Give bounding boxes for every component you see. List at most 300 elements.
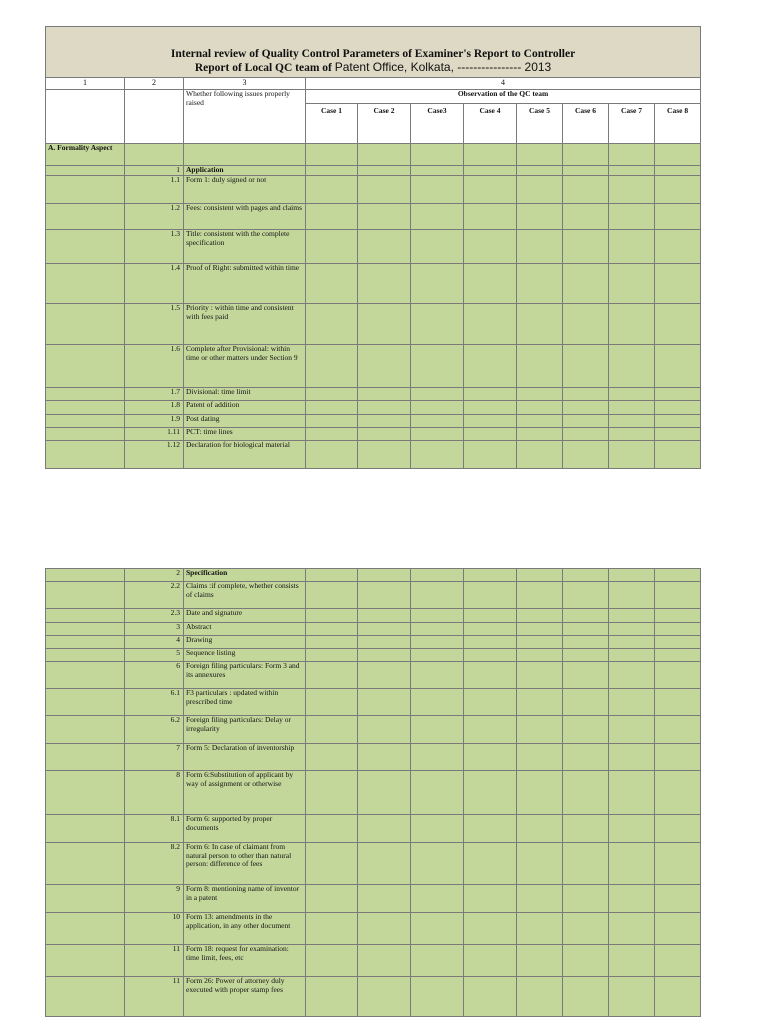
case-7-cell[interactable] — [609, 636, 655, 649]
specification-row — [46, 609, 701, 623]
row-blank — [46, 204, 125, 230]
case-5-cell[interactable] — [517, 977, 563, 1017]
item-description: Declaration for biological material — [184, 441, 306, 469]
case-2-cell[interactable] — [358, 771, 411, 815]
case-5-cell[interactable] — [517, 264, 563, 304]
case-6-cell[interactable] — [563, 166, 609, 176]
formality-row — [46, 428, 701, 441]
case-4-cell[interactable] — [464, 662, 517, 689]
case-1-cell[interactable] — [306, 716, 358, 744]
case-5-cell[interactable] — [517, 388, 563, 401]
case-8-cell[interactable] — [655, 716, 701, 744]
case-5-cell[interactable] — [517, 345, 563, 388]
case-8-cell[interactable] — [655, 304, 701, 345]
item-description: Specification — [184, 569, 306, 582]
case-1-cell[interactable] — [306, 744, 358, 771]
specification-row — [46, 977, 701, 1017]
case-5-cell[interactable] — [517, 636, 563, 649]
item-number: 1.6 — [125, 345, 184, 388]
case-4-cell[interactable] — [464, 415, 517, 428]
case-3-cell[interactable] — [411, 689, 464, 716]
case-1-cell[interactable] — [306, 388, 358, 401]
case-6-cell[interactable] — [563, 636, 609, 649]
case-7-cell[interactable] — [609, 771, 655, 815]
case-4-cell[interactable] — [464, 716, 517, 744]
case-4-cell[interactable] — [464, 623, 517, 636]
case-8-cell[interactable] — [655, 623, 701, 636]
case-1-cell[interactable] — [306, 304, 358, 345]
specification-row — [46, 744, 701, 771]
row-blank — [46, 569, 125, 582]
case-5-cell[interactable] — [517, 885, 563, 913]
case-4-cell[interactable] — [464, 428, 517, 441]
item-description: Fees: consistent with pages and claims — [184, 204, 306, 230]
row-blank — [46, 636, 125, 649]
case-3-cell[interactable] — [411, 744, 464, 771]
col-number-1: 1 — [46, 78, 125, 90]
case-5-cell[interactable] — [517, 401, 563, 415]
specification-row — [46, 662, 701, 689]
case-header-1: Case 1 — [306, 104, 358, 144]
case-5-cell[interactable] — [517, 441, 563, 469]
case-4-cell[interactable] — [464, 843, 517, 885]
case-1-cell[interactable] — [306, 649, 358, 662]
case-1-cell[interactable] — [306, 176, 358, 204]
case-2-cell[interactable] — [358, 388, 411, 401]
header-blank-2 — [125, 90, 184, 144]
case-7-cell[interactable] — [609, 204, 655, 230]
case-8-cell[interactable] — [655, 636, 701, 649]
report-title-line2: Report of Local QC team of Patent Office, Kolkata, ---------------- 2013 — [194, 60, 552, 74]
case-8-cell[interactable] — [655, 388, 701, 401]
case-5-cell[interactable] — [517, 569, 563, 582]
specification-row — [46, 689, 701, 716]
row-blank — [46, 609, 125, 623]
specification-row — [46, 771, 701, 815]
case-8-cell[interactable] — [655, 401, 701, 415]
case-1-cell[interactable] — [306, 977, 358, 1017]
row-blank — [46, 716, 125, 744]
case-5-cell[interactable] — [517, 428, 563, 441]
case-1-cell[interactable] — [306, 230, 358, 264]
case-7-cell[interactable] — [609, 264, 655, 304]
formality-row — [46, 176, 701, 204]
case-8-cell[interactable] — [655, 689, 701, 716]
item-number: 1.11 — [125, 428, 184, 441]
case-3-cell[interactable] — [411, 388, 464, 401]
case-7-cell[interactable] — [609, 609, 655, 623]
formality-row — [46, 441, 701, 469]
case-1-cell[interactable] — [306, 623, 358, 636]
item-description: Application — [184, 166, 306, 176]
case-1-cell[interactable] — [306, 771, 358, 815]
case-3-cell[interactable] — [411, 304, 464, 345]
item-number: 1.4 — [125, 264, 184, 304]
item-description: F3 particulars : updated within prescribed time — [184, 689, 306, 716]
case-3-cell[interactable] — [411, 415, 464, 428]
case-2-cell[interactable] — [358, 401, 411, 415]
case-5-cell[interactable] — [517, 913, 563, 945]
case-1-cell[interactable] — [306, 428, 358, 441]
case-2-cell[interactable] — [358, 264, 411, 304]
col-number-4: 4 — [306, 78, 701, 90]
case-1-cell[interactable] — [306, 662, 358, 689]
case-7-cell[interactable] — [609, 649, 655, 662]
case-7-cell[interactable] — [609, 843, 655, 885]
case-3-cell[interactable] — [411, 204, 464, 230]
item-number: 6.1 — [125, 689, 184, 716]
case-header-7: Case 7 — [609, 104, 655, 144]
item-description: Title: consistent with the complete specification — [184, 230, 306, 264]
case-2-cell[interactable] — [358, 428, 411, 441]
case-8-cell[interactable] — [655, 771, 701, 815]
case-6-cell[interactable] — [563, 204, 609, 230]
case-8-cell[interactable] — [655, 264, 701, 304]
case-2-cell[interactable] — [358, 166, 411, 176]
case-2-cell[interactable] — [358, 945, 411, 977]
case-4-cell[interactable] — [464, 885, 517, 913]
row-blank — [46, 623, 125, 636]
case-4-cell[interactable] — [464, 166, 517, 176]
case-3-cell[interactable] — [411, 428, 464, 441]
case-2-cell[interactable] — [358, 689, 411, 716]
case-2-cell[interactable] — [358, 569, 411, 582]
case-6-cell[interactable] — [563, 582, 609, 609]
case-1-cell[interactable] — [306, 843, 358, 885]
case-4-cell[interactable] — [464, 689, 517, 716]
case-3-cell[interactable] — [411, 771, 464, 815]
case-3-cell[interactable] — [411, 945, 464, 977]
case-4-cell[interactable] — [464, 304, 517, 345]
case-6-cell[interactable] — [563, 428, 609, 441]
case-1-cell[interactable] — [306, 815, 358, 843]
case-6-cell[interactable] — [563, 623, 609, 636]
item-number: 9 — [125, 885, 184, 913]
case-7-cell[interactable] — [609, 945, 655, 977]
case-7-cell[interactable] — [609, 401, 655, 415]
case-5-cell[interactable] — [517, 815, 563, 843]
case-6-cell[interactable] — [563, 771, 609, 815]
case-2-cell[interactable] — [358, 843, 411, 885]
case-6-cell[interactable] — [563, 662, 609, 689]
case-2-cell[interactable] — [358, 582, 411, 609]
case-3-cell[interactable] — [411, 716, 464, 744]
case-4-cell[interactable] — [464, 977, 517, 1017]
case-7-cell[interactable] — [609, 885, 655, 913]
item-description: Foreign filing particulars: Form 3 and its annexures — [184, 662, 306, 689]
case-6-cell[interactable] — [563, 264, 609, 304]
row-blank — [46, 815, 125, 843]
case-1-cell[interactable] — [306, 582, 358, 609]
item-number: 2 — [125, 569, 184, 582]
item-description: Form 1: duly signed or not — [184, 176, 306, 204]
case-5-cell[interactable] — [517, 230, 563, 264]
case-1-cell[interactable] — [306, 264, 358, 304]
case-7-cell[interactable] — [609, 815, 655, 843]
case-4-cell[interactable] — [464, 204, 517, 230]
case-8-cell[interactable] — [655, 609, 701, 623]
case-5-cell[interactable] — [517, 843, 563, 885]
row-blank — [46, 441, 125, 469]
row-blank — [46, 977, 125, 1017]
item-description: Form 18: request for examination: time limit, fees, etc — [184, 945, 306, 977]
case-4-cell[interactable] — [464, 771, 517, 815]
case-1-cell[interactable] — [306, 166, 358, 176]
row-blank — [46, 345, 125, 388]
case-2-cell[interactable] — [358, 441, 411, 469]
item-number: 1.1 — [125, 176, 184, 204]
case-1-cell[interactable] — [306, 945, 358, 977]
case-1-cell[interactable] — [306, 204, 358, 230]
case-4-cell[interactable] — [464, 945, 517, 977]
case-5-cell[interactable] — [517, 176, 563, 204]
case-3-cell[interactable] — [411, 649, 464, 662]
item-number: 8.1 — [125, 815, 184, 843]
case-8-cell[interactable] — [655, 885, 701, 913]
case-5-cell[interactable] — [517, 662, 563, 689]
case-2-cell[interactable] — [358, 304, 411, 345]
case-2-cell[interactable] — [358, 977, 411, 1017]
case-8-cell[interactable] — [655, 176, 701, 204]
case-6-cell[interactable] — [563, 815, 609, 843]
row-blank — [46, 913, 125, 945]
item-description: Form 13: amendments in the application, in any other document — [184, 913, 306, 945]
case-6-cell[interactable] — [563, 716, 609, 744]
case-7-cell[interactable] — [609, 569, 655, 582]
case-6-cell[interactable] — [563, 441, 609, 469]
case-4-cell[interactable] — [464, 569, 517, 582]
item-number: 1.8 — [125, 401, 184, 415]
case-6-cell[interactable] — [563, 388, 609, 401]
case-8-cell[interactable] — [655, 415, 701, 428]
case-1-cell[interactable] — [306, 345, 358, 388]
case-4-cell[interactable] — [464, 388, 517, 401]
item-number: 5 — [125, 649, 184, 662]
qc-table-formality — [45, 26, 701, 469]
item-description: Form 26: Power of attorney duly executed with proper stamp fees — [184, 977, 306, 1017]
item-number: 11 — [125, 977, 184, 1017]
case-8-cell[interactable] — [655, 204, 701, 230]
case-5-cell[interactable] — [517, 415, 563, 428]
case-8-cell[interactable] — [655, 662, 701, 689]
case-2-cell[interactable] — [358, 744, 411, 771]
case-3-cell[interactable] — [411, 815, 464, 843]
case-2-cell[interactable] — [358, 176, 411, 204]
case-3-cell[interactable] — [411, 345, 464, 388]
case-4-cell[interactable] — [464, 636, 517, 649]
case-7-cell[interactable] — [609, 304, 655, 345]
case-7-cell[interactable] — [609, 441, 655, 469]
case-3-cell[interactable] — [411, 623, 464, 636]
item-number: 7 — [125, 744, 184, 771]
case-7-cell[interactable] — [609, 176, 655, 204]
case-4-cell[interactable] — [464, 744, 517, 771]
case-3-cell[interactable] — [411, 977, 464, 1017]
case-3-cell[interactable] — [411, 582, 464, 609]
case-7-cell[interactable] — [609, 689, 655, 716]
case-6-cell[interactable] — [563, 689, 609, 716]
case-1-cell[interactable] — [306, 885, 358, 913]
case-5-cell[interactable] — [517, 689, 563, 716]
case-2-cell[interactable] — [358, 913, 411, 945]
case-5-cell[interactable] — [517, 716, 563, 744]
case-3-cell[interactable] — [411, 401, 464, 415]
case-5-cell[interactable] — [517, 204, 563, 230]
case-3-cell[interactable] — [411, 843, 464, 885]
case-7-cell[interactable] — [609, 716, 655, 744]
case-4-cell[interactable] — [464, 649, 517, 662]
case-6-cell[interactable] — [563, 176, 609, 204]
case-6-cell[interactable] — [563, 945, 609, 977]
case-6-cell[interactable] — [563, 304, 609, 345]
case-3-cell[interactable] — [411, 636, 464, 649]
case-4-cell[interactable] — [464, 441, 517, 469]
row-blank — [46, 415, 125, 428]
case-4-cell[interactable] — [464, 815, 517, 843]
case-3-cell[interactable] — [411, 609, 464, 623]
case-8-cell[interactable] — [655, 166, 701, 176]
case-6-cell[interactable] — [563, 401, 609, 415]
case-7-cell[interactable] — [609, 166, 655, 176]
case-6-cell[interactable] — [563, 345, 609, 388]
case-5-cell[interactable] — [517, 166, 563, 176]
row-blank — [46, 689, 125, 716]
case-7-cell[interactable] — [609, 428, 655, 441]
case-4-cell[interactable] — [464, 401, 517, 415]
case-4-cell[interactable] — [464, 264, 517, 304]
case-3-cell[interactable] — [411, 230, 464, 264]
item-number: 4 — [125, 636, 184, 649]
case-2-cell[interactable] — [358, 662, 411, 689]
case-4-cell[interactable] — [464, 913, 517, 945]
case-8-cell[interactable] — [655, 977, 701, 1017]
case-5-cell[interactable] — [517, 771, 563, 815]
case-4-cell[interactable] — [464, 345, 517, 388]
case-6-cell[interactable] — [563, 885, 609, 913]
case-5-cell[interactable] — [517, 744, 563, 771]
case-3-cell[interactable] — [411, 441, 464, 469]
case-header-4: Case 4 — [464, 104, 517, 144]
report-title — [46, 27, 701, 78]
case-7-cell[interactable] — [609, 388, 655, 401]
case-8-cell[interactable] — [655, 441, 701, 469]
case-7-cell[interactable] — [609, 744, 655, 771]
case-7-cell[interactable] — [609, 345, 655, 388]
case-2-cell[interactable] — [358, 230, 411, 264]
case-2-cell[interactable] — [358, 415, 411, 428]
case-7-cell[interactable] — [609, 230, 655, 264]
case-8-cell[interactable] — [655, 428, 701, 441]
case-7-cell[interactable] — [609, 415, 655, 428]
case-6-cell[interactable] — [563, 230, 609, 264]
item-description: Claims :if complete, whether consists of claims — [184, 582, 306, 609]
case-7-cell[interactable] — [609, 623, 655, 636]
item-description: Proof of Right: submitted within time — [184, 264, 306, 304]
case-4-cell[interactable] — [464, 230, 517, 264]
case-6-cell[interactable] — [563, 843, 609, 885]
case-1-cell[interactable] — [306, 415, 358, 428]
case-2-cell[interactable] — [358, 204, 411, 230]
case-7-cell[interactable] — [609, 662, 655, 689]
item-number: 6 — [125, 662, 184, 689]
case-2-cell[interactable] — [358, 649, 411, 662]
case-8-cell[interactable] — [655, 649, 701, 662]
case-3-cell[interactable] — [411, 913, 464, 945]
case-3-cell[interactable] — [411, 885, 464, 913]
case-5-cell[interactable] — [517, 609, 563, 623]
case-1-cell[interactable] — [306, 689, 358, 716]
case-2-cell[interactable] — [358, 609, 411, 623]
case-6-cell[interactable] — [563, 977, 609, 1017]
case-1-cell[interactable] — [306, 401, 358, 415]
case-1-cell[interactable] — [306, 569, 358, 582]
case-6-cell[interactable] — [563, 609, 609, 623]
case-2-cell[interactable] — [358, 815, 411, 843]
case-2-cell[interactable] — [358, 345, 411, 388]
row-blank — [46, 843, 125, 885]
item-number: 8.2 — [125, 843, 184, 885]
item-number: 1 — [125, 166, 184, 176]
case-2-cell[interactable] — [358, 716, 411, 744]
case-3-cell[interactable] — [411, 176, 464, 204]
case-8-cell[interactable] — [655, 345, 701, 388]
case-7-cell[interactable] — [609, 582, 655, 609]
case-8-cell[interactable] — [655, 569, 701, 582]
case-1-cell[interactable] — [306, 441, 358, 469]
case-2-cell[interactable] — [358, 885, 411, 913]
case-6-cell[interactable] — [563, 649, 609, 662]
case-5-cell[interactable] — [517, 649, 563, 662]
case-5-cell[interactable] — [517, 304, 563, 345]
case-5-cell[interactable] — [517, 945, 563, 977]
qc-table-specification — [45, 568, 701, 1017]
case-3-cell[interactable] — [411, 569, 464, 582]
case-4-cell[interactable] — [464, 582, 517, 609]
case-3-cell[interactable] — [411, 166, 464, 176]
case-8-cell[interactable] — [655, 744, 701, 771]
case-8-cell[interactable] — [655, 230, 701, 264]
case-5-cell[interactable] — [517, 582, 563, 609]
item-description: Sequence listing — [184, 649, 306, 662]
case-5-cell[interactable] — [517, 623, 563, 636]
case-6-cell[interactable] — [563, 744, 609, 771]
case-6-cell[interactable] — [563, 415, 609, 428]
case-7-cell[interactable] — [609, 913, 655, 945]
formality-row — [46, 166, 701, 176]
case-1-cell[interactable] — [306, 913, 358, 945]
case-6-cell[interactable] — [563, 569, 609, 582]
case-6-cell[interactable] — [563, 913, 609, 945]
case-3-cell[interactable] — [411, 264, 464, 304]
case-4-cell[interactable] — [464, 609, 517, 623]
case-8-cell[interactable] — [655, 913, 701, 945]
section-formality-aspect: A. Formality Aspect — [46, 144, 125, 166]
case-2-cell[interactable] — [358, 636, 411, 649]
case-8-cell[interactable] — [655, 582, 701, 609]
case-4-cell[interactable] — [464, 176, 517, 204]
row-blank — [46, 388, 125, 401]
case-8-cell[interactable] — [655, 815, 701, 843]
case-8-cell[interactable] — [655, 945, 701, 977]
case-2-cell[interactable] — [358, 623, 411, 636]
case-8-cell[interactable] — [655, 843, 701, 885]
case-header-3: Case3 — [411, 104, 464, 144]
case-1-cell[interactable] — [306, 609, 358, 623]
case-3-cell[interactable] — [411, 662, 464, 689]
item-description: Post dating — [184, 415, 306, 428]
case-7-cell[interactable] — [609, 977, 655, 1017]
case-1-cell[interactable] — [306, 636, 358, 649]
